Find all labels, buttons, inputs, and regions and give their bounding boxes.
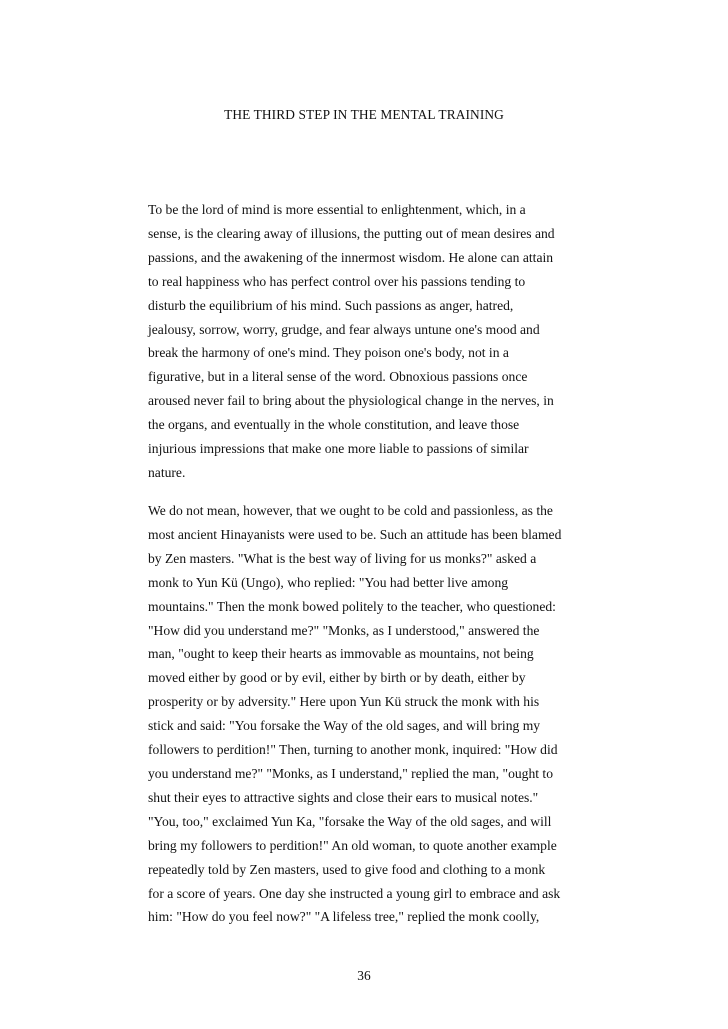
text-line: nature. bbox=[148, 464, 186, 480]
text-line: "You, too," exclaimed Yun Ka, "forsake the Way of the old sages, and will bbox=[148, 813, 552, 829]
text-line: you understand me?" "Monks, as I understand," replied the man, "ought to bbox=[148, 765, 554, 781]
page-title: THE THIRD STEP IN THE MENTAL TRAINING bbox=[224, 107, 504, 122]
text-line: shut their eyes to attractive sights and close their ears to musical notes." bbox=[148, 789, 539, 805]
text-line: jealousy, sorrow, worry, grudge, and fear always untune one's mood and bbox=[148, 321, 540, 337]
text-line: mountains." Then the monk bowed politely to the teacher, who questioned: bbox=[148, 598, 556, 614]
text-line: disturb the equilibrium of his mind. Such passions as anger, hatred, bbox=[148, 297, 514, 313]
text-line: To be the lord of mind is more essential to enlightenment, which, in a bbox=[148, 202, 526, 217]
text-line: break the harmony of one's mind. They poison one's body, not in a bbox=[148, 345, 509, 361]
text-line: sense, is the clearing away of illusions, the putting out of mean desires and bbox=[148, 225, 555, 241]
body-paragraph bbox=[148, 198, 608, 485]
text-line: We do not mean, however, that we ought to be cold and passionless, as the bbox=[148, 503, 553, 518]
text-line: stick and said: "You forsake the Way of the old sages, and will bring my bbox=[148, 718, 541, 734]
text-line: bring my followers to perdition!" An old woman, to quote another example bbox=[148, 837, 557, 853]
text-line: repeatedly told by Zen masters, used to give food and clothing to a monk bbox=[148, 861, 546, 877]
text-line: moved either by good or by evil, either by birth or by death, either by bbox=[148, 670, 526, 686]
text-line: man, "ought to keep their hearts as immovable as mountains, not being bbox=[148, 646, 534, 662]
text-line: prosperity or by adversity." Here upon Yun Kü struck the monk with his bbox=[148, 694, 540, 710]
text-line: followers to perdition!" Then, turning to another monk, inquired: "How did bbox=[148, 742, 558, 758]
text-line: by Zen masters. "What is the best way of living for us monks?" asked a bbox=[148, 550, 537, 566]
text-line: to real happiness who has perfect control over his passions tending to bbox=[148, 273, 526, 289]
text-line: him: "How do you feel now?" "A lifeless tree," replied the monk coolly, bbox=[148, 909, 540, 925]
text-line: the organs, and eventually in the whole constitution, and leave those bbox=[148, 417, 520, 433]
text-line: passions, and the awakening of the innermost wisdom. He alone can attain bbox=[148, 249, 554, 265]
text-line: aroused never fail to bring about the physiological change in the nerves, in bbox=[148, 393, 554, 409]
text-line: for a score of years. One day she instructed a young girl to embrace and ask bbox=[148, 885, 561, 901]
text-line: most ancient Hinayanists were used to be. Such an attitude has been blamed bbox=[148, 526, 562, 542]
page-number: 36 bbox=[357, 968, 371, 983]
text-line: "How did you understand me?" "Monks, as I understood," answered the bbox=[148, 622, 540, 638]
text-line: injurious impressions that make one more liable to passions of similar bbox=[148, 441, 529, 457]
text-line: figurative, but in a literal sense of the word. Obnoxious passions once bbox=[148, 369, 528, 385]
text-line: monk to Yun Kü (Ungo), who replied: "You had better live among bbox=[148, 574, 509, 590]
body-paragraph bbox=[148, 499, 608, 929]
